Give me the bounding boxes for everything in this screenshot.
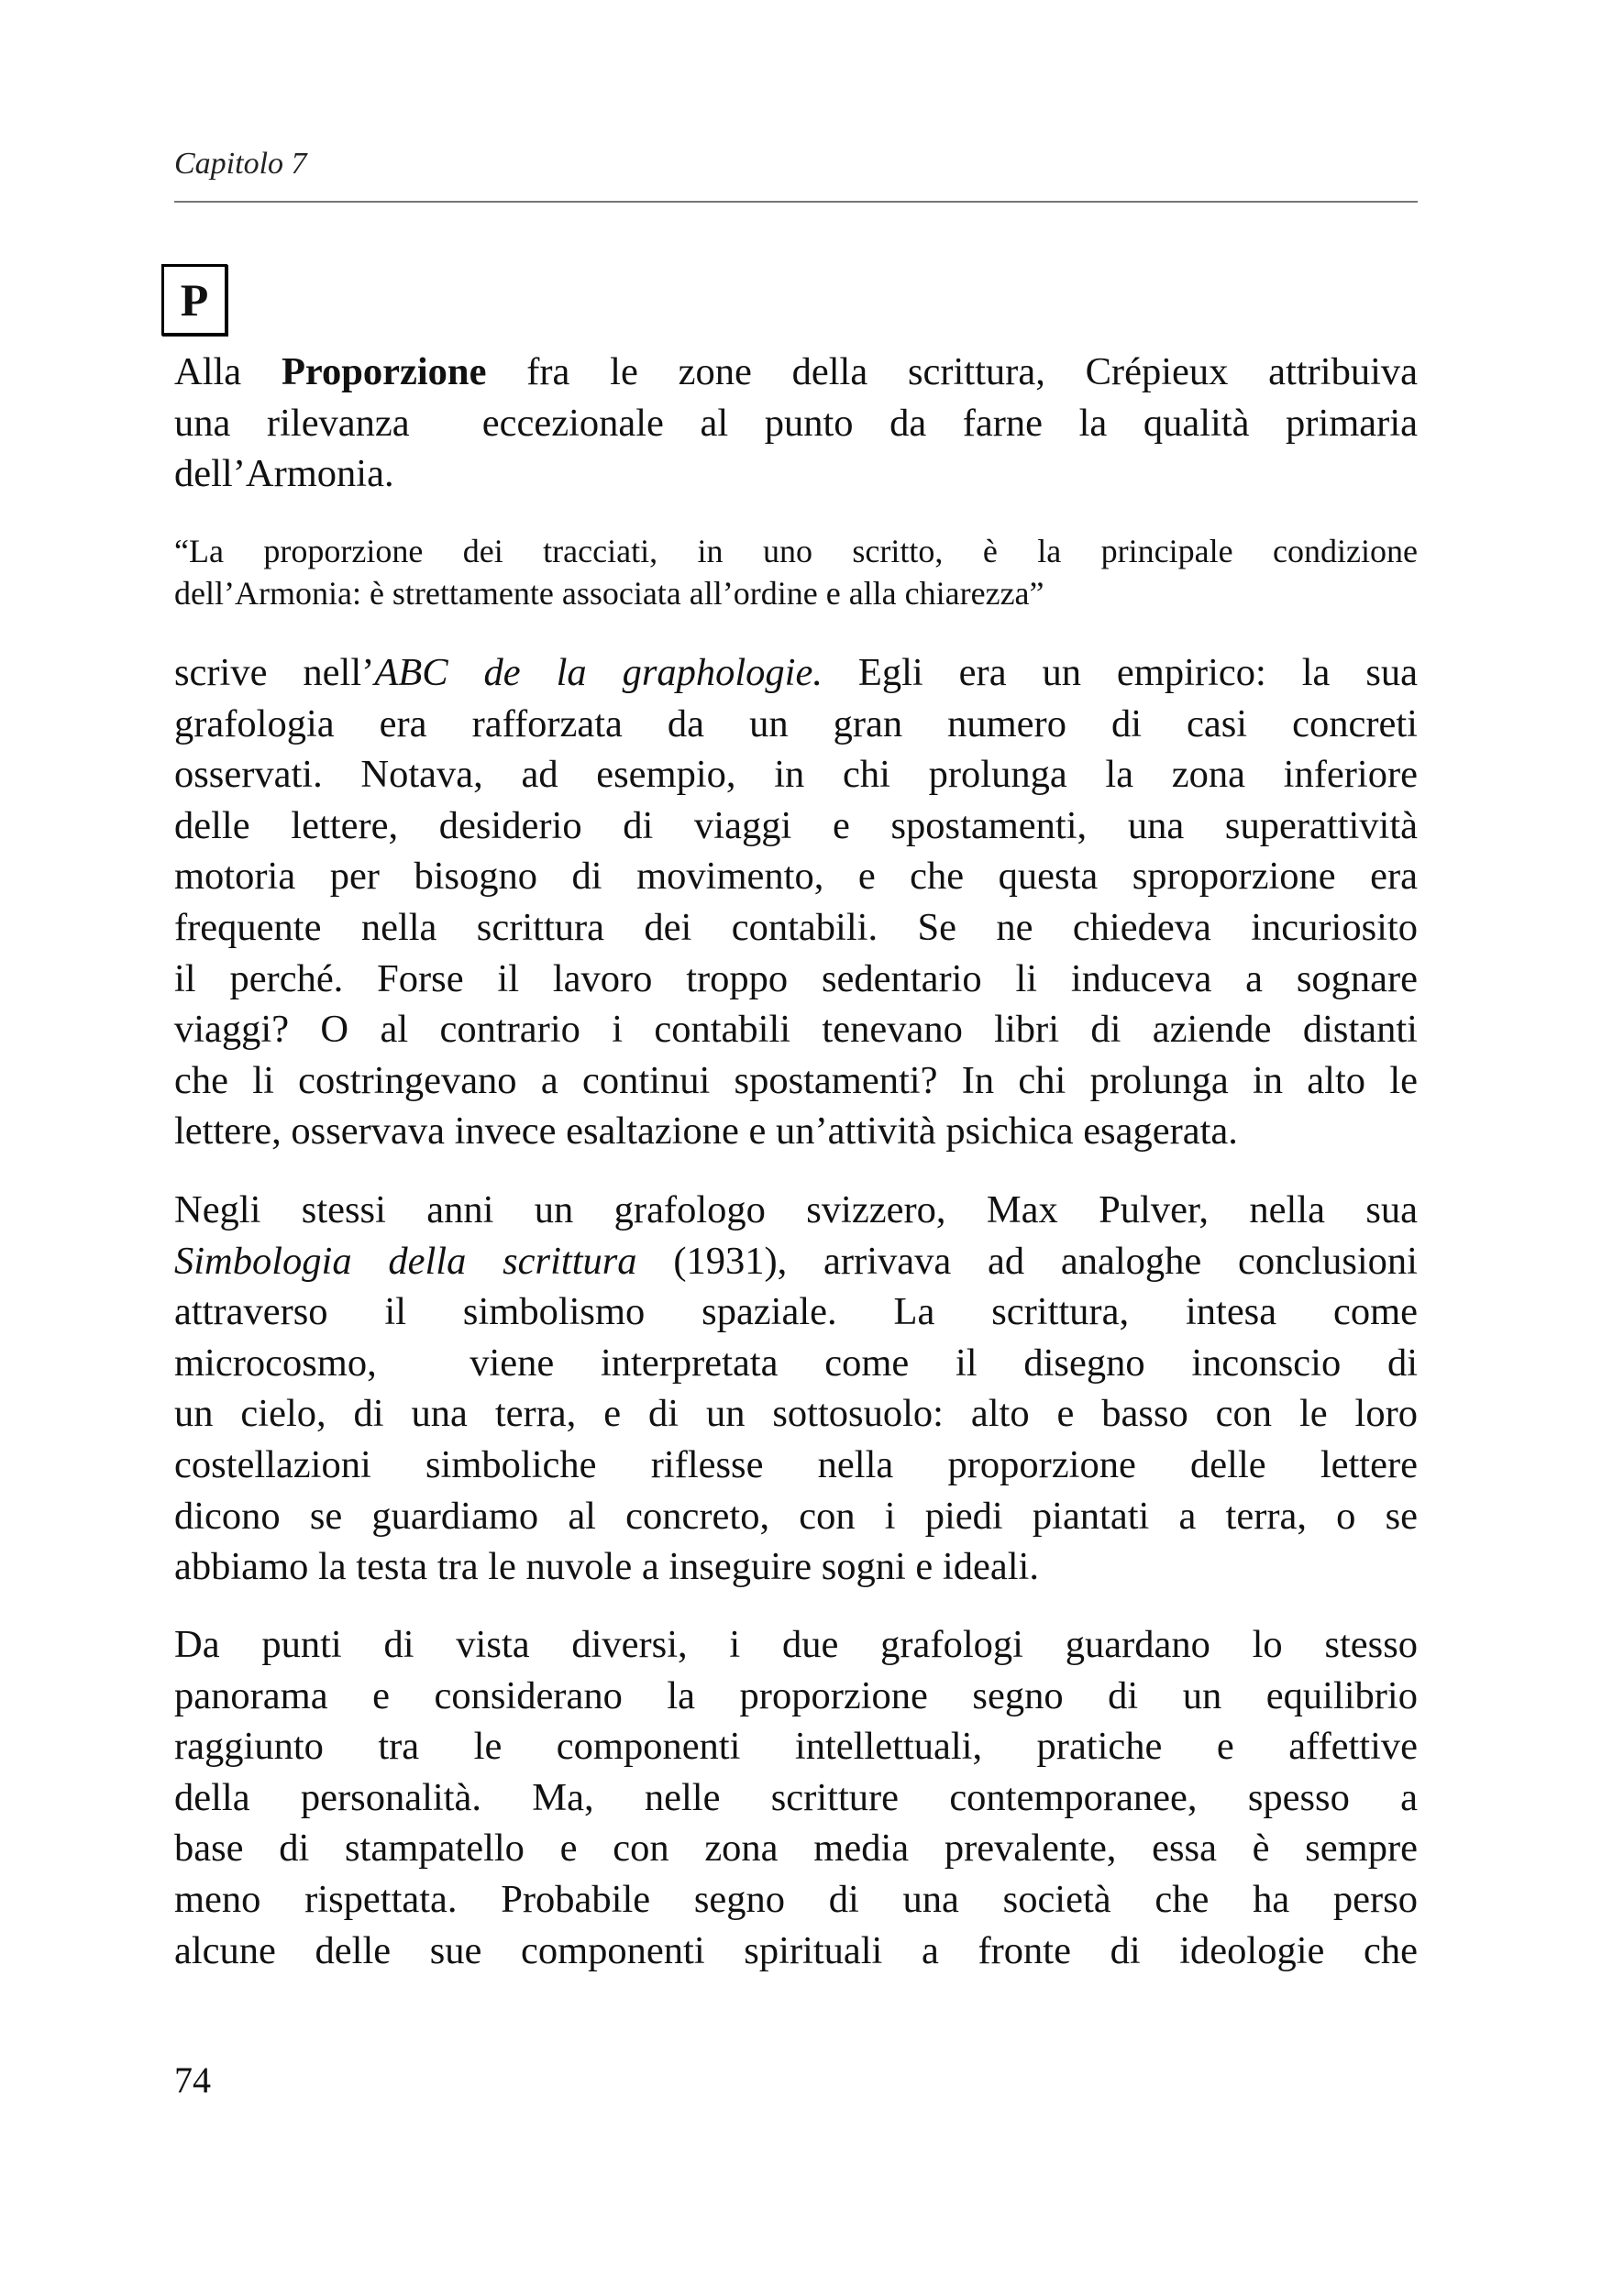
text-line: Da punti di vista diversi, i due grafologi guardano lo stesso [174, 1623, 1418, 1666]
text-line: costellazioni simboliche riflesse nella proporzione delle lettere [174, 1442, 1418, 1486]
intro-paragraph [174, 347, 1418, 500]
text-line: dell’Armonia. [174, 452, 394, 496]
text-line: alcune delle sue componenti spirituali a fronte di ideologie che [174, 1928, 1418, 1972]
italic-title: Simbologia della scrittura [174, 1239, 637, 1283]
text-line: dicono se guardiamo al concreto, con i piedi piantati a terra, o se [174, 1494, 1418, 1538]
text-line: Negli stessi anni un grafologo svizzero, Max Pulver, nella sua [174, 1188, 1418, 1231]
text-line: Simbologia della scrittura (1931), arrivava ad analoghe conclusioni [174, 1239, 1418, 1283]
text-line: un cielo, di una terra, e di un sottosuolo: alto e basso con le loro [174, 1392, 1418, 1436]
text-line: una rilevanza eccezionale al punto da farne la qualità primaria [174, 401, 1418, 445]
text-line: abbiamo la testa tra le nuvole a inseguire sogni e ideali. [174, 1545, 1039, 1589]
section-letter-box: P [161, 264, 227, 336]
paragraph-pulver [174, 1185, 1418, 1593]
text-line: osservati. Notava, ad esempio, in chi prolunga la zona inferiore [174, 753, 1418, 797]
text-line: scrive nell’ABC de la graphologie. Egli era un empirico: la sua [174, 651, 1418, 694]
text-line: panorama e considerano la proporzione segno di un equilibrio [174, 1673, 1418, 1717]
quote-line: dell’Armonia: è strettamente associata all’ordine e alla chiarezza” [174, 575, 1044, 612]
text-line: Alla Proporzione fra le zone della scrittura, Crépieux attribuiva [174, 350, 1419, 393]
quote-line: “La proporzione dei tracciati, in uno scritto, è la principale condizione [174, 533, 1418, 569]
text-line: viaggi? O al contrario i contabili tenevano libri di aziende distanti [174, 1008, 1418, 1052]
text-line: frequente nella scrittura dei contabili. Se ne chiedeva incuriosito [174, 905, 1418, 949]
text-line: base di stampatello e con zona media prevalente, essa è sempre [174, 1827, 1418, 1871]
text-line: grafologia era rafforzata da un gran numero di casi concreti [174, 701, 1418, 745]
text-line: che li costringevano a continui spostamenti? In chi prolunga in alto le [174, 1058, 1418, 1102]
text-line: motoria per bisogno di movimento, e che questa sproporzione era [174, 855, 1418, 899]
page-number: 74 [174, 2059, 211, 2101]
text-line: microcosmo, viene interpretata come il disegno inconscio di [174, 1341, 1418, 1385]
text-line: il perché. Forse il lavoro troppo sedentario li induceva a sognare [174, 956, 1418, 1000]
header-rule [174, 201, 1418, 203]
text-line: della personalità. Ma, nelle scritture contemporanee, spesso a [174, 1775, 1418, 1819]
text-line: raggiunto tra le componenti intellettuali, pratiche e affettive [174, 1725, 1418, 1769]
bold-term: Proporzione [281, 350, 487, 393]
paragraph-conclusion [174, 1619, 1418, 1976]
italic-title: ABC de la graphologie. [374, 651, 823, 694]
running-header: Capitolo 7 [174, 147, 307, 181]
text-line: attraverso il simbolismo spaziale. La scrittura, intesa come [174, 1290, 1418, 1334]
text-line: delle lettere, desiderio di viaggi e spostamenti, una superattività [174, 803, 1418, 847]
paragraph-crepieux [174, 647, 1418, 1157]
block-quote [174, 530, 1418, 614]
text-line: lettere, osservava invece esaltazione e un’attività psichica esagerata. [174, 1109, 1238, 1154]
text-line: meno rispettata. Probabile segno di una società che ha perso [174, 1877, 1418, 1921]
